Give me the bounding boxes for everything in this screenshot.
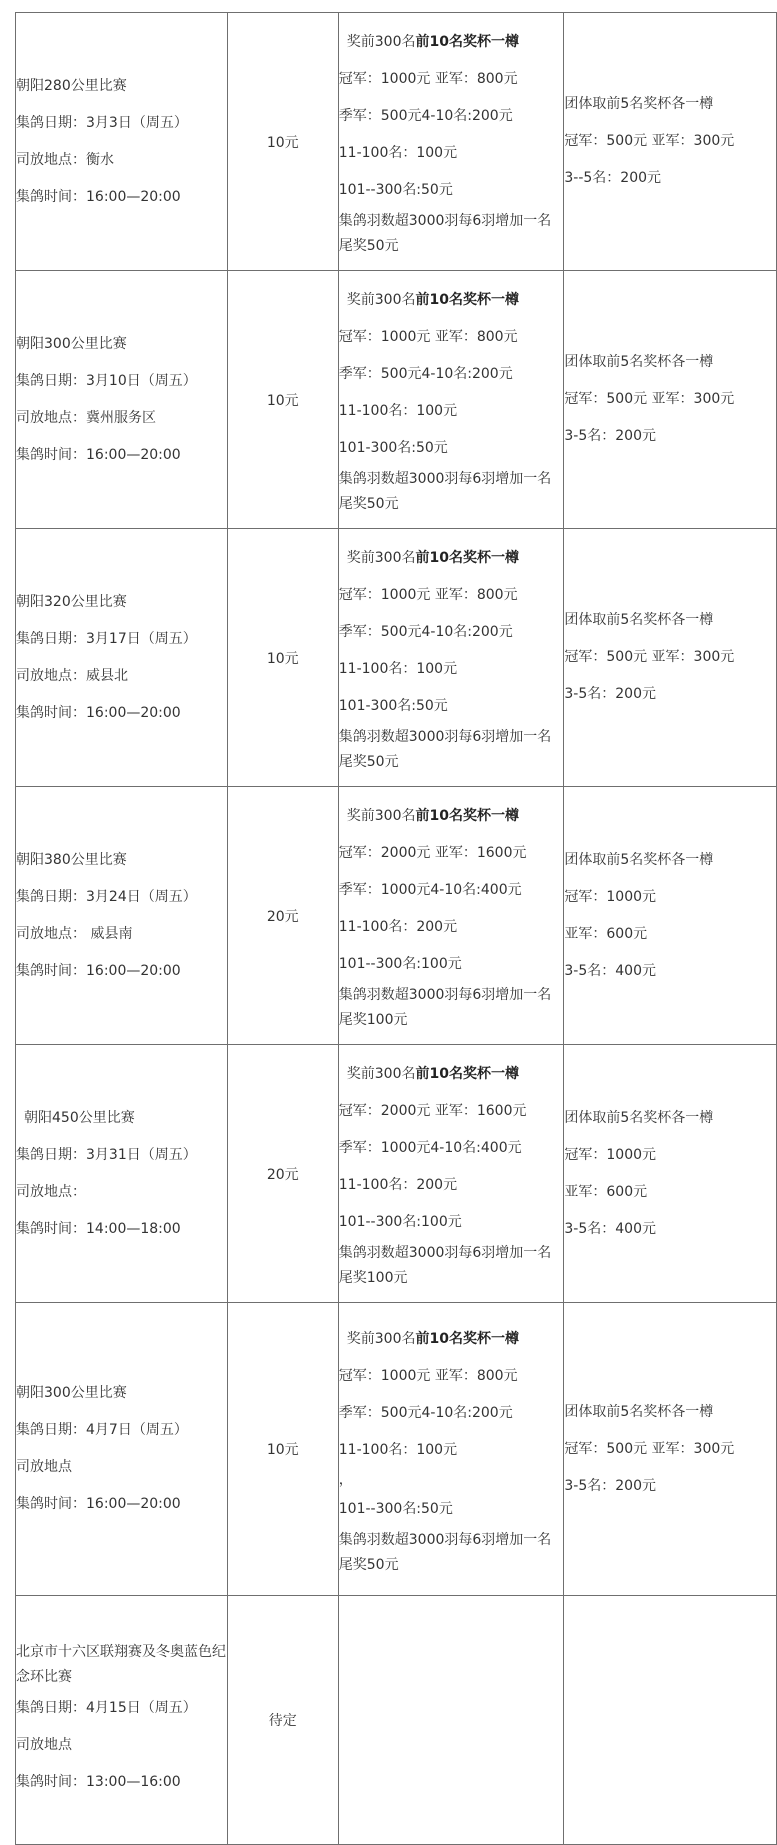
team-line: 冠军：1000元 <box>564 1146 657 1163</box>
prize-line: 季军：500元4-10名:200元 <box>338 366 513 382</box>
team-prize-cell <box>564 787 777 1045</box>
race-title: 朝阳280公里比赛 <box>16 77 127 94</box>
collection-date: 集鸽日期：3月17日（周五） <box>16 630 197 647</box>
prize-line: 11-100名：200元 <box>338 919 458 935</box>
table-row <box>16 1596 777 1845</box>
collection-date: 集鸽日期：3月24日（周五） <box>16 888 197 905</box>
race-info-cell <box>16 1303 228 1596</box>
team-line: 3--5名：200元 <box>564 170 662 186</box>
prize-cell <box>338 271 564 529</box>
prize-tail: 集鸽羽数超3000羽每6羽增加一名尾奖50元 <box>338 213 552 254</box>
prize-tail: 集鸽羽数超3000羽每6羽增加一名尾奖100元 <box>338 987 552 1028</box>
entry-fee: 20元 <box>227 787 338 1045</box>
race-title: 朝阳320公里比赛 <box>16 593 127 610</box>
prize-head: 奖前300名前10名奖杯一樽 <box>346 1330 519 1347</box>
prize-cell <box>338 529 564 787</box>
entry-fee: 待定 <box>227 1596 338 1845</box>
release-location: 司放地点 <box>16 1736 72 1753</box>
prize-line: 101-300名:50元 <box>338 698 448 714</box>
trophy-note: 前10名奖杯一樽 <box>415 1330 519 1347</box>
team-line: 冠军：500元 亚军：300元 <box>564 649 735 665</box>
race-schedule-table <box>15 12 777 1845</box>
table-row <box>16 1303 777 1596</box>
team-line: 冠军：500元 亚军：300元 <box>564 391 735 407</box>
prize-line: 11-100名：100元 <box>338 1441 458 1458</box>
race-title: 朝阳450公里比赛 <box>24 1109 135 1126</box>
prize-cell <box>338 787 564 1045</box>
prize-line: 冠军：2000元 亚军：1600元 <box>338 1103 527 1119</box>
team-prize-cell <box>564 271 777 529</box>
team-line: 亚军：600元 <box>564 1183 648 1200</box>
collection-date: 集鸽日期：3月10日（周五） <box>16 372 197 389</box>
prize-tail: 集鸽羽数超3000羽每6羽增加一名尾奖50元 <box>338 729 552 770</box>
team-line: 亚军：600元 <box>564 925 648 942</box>
prize-line: 冠军：1000元 亚军：800元 <box>338 329 518 345</box>
release-location: 司放地点： 威县南 <box>16 925 133 942</box>
race-title: 北京市十六区联翔赛及冬奥蓝色纪念环比赛 <box>16 1643 226 1685</box>
table-row <box>16 529 777 787</box>
prize-line: 11-100名：200元 <box>338 1177 458 1193</box>
prize-head: 奖前300名前10名奖杯一樽 <box>346 550 519 566</box>
race-title: 朝阳300公里比赛 <box>16 1385 127 1401</box>
prize-head: 奖前300名前10名奖杯一樽 <box>346 34 519 50</box>
prize-head: 奖前300名前10名奖杯一樽 <box>346 1066 519 1082</box>
prize-line: 11-100名：100元 <box>338 403 458 419</box>
entry-fee: 10元 <box>227 529 338 787</box>
team-prize-cell <box>564 529 777 787</box>
collection-time: 集鸽时间：16:00—20:00 <box>16 188 181 205</box>
race-info-cell <box>16 1045 228 1303</box>
race-info-cell <box>16 787 228 1045</box>
prize-cell <box>338 1303 564 1596</box>
table-row <box>16 271 777 529</box>
race-title: 朝阳300公里比赛 <box>16 335 127 352</box>
prize-line: 冠军：2000元 亚军：1600元 <box>338 845 527 861</box>
release-location: 司放地点：冀州服务区 <box>16 409 156 426</box>
trophy-note: 前10名奖杯一樽 <box>415 34 519 50</box>
release-location: 司放地点：威县北 <box>16 667 128 684</box>
race-title: 朝阳380公里比赛 <box>16 851 127 868</box>
prize-head: 奖前300名前10名奖杯一樽 <box>346 292 519 308</box>
release-location: 司放地点：衡水 <box>16 151 114 168</box>
entry-fee: 10元 <box>227 1303 338 1596</box>
team-line: 3-5名：400元 <box>564 962 656 979</box>
release-location: 司放地点 <box>16 1459 72 1475</box>
prize-line: 冠军：1000元 亚军：800元 <box>338 1367 518 1384</box>
prize-line: 101--300名:50元 <box>338 182 453 198</box>
team-line: 3-5名：400元 <box>564 1220 656 1237</box>
collection-date: 集鸽日期：4月15日（周五） <box>16 1699 197 1716</box>
team-line: 团体取前5名奖杯各一樽 <box>564 612 714 628</box>
entry-fee: 20元 <box>227 1045 338 1303</box>
prize-head: 奖前300名前10名奖杯一樽 <box>346 808 519 824</box>
prize-line: 季军：500元4-10名:200元 <box>338 1404 513 1421</box>
team-line: 冠军：1000元 <box>564 888 657 905</box>
collection-time: 集鸽时间：14:00—18:00 <box>16 1220 181 1237</box>
team-line: 团体取前5名奖杯各一樽 <box>564 354 714 370</box>
prize-line: 季军：1000元4-10名:400元 <box>338 882 522 898</box>
team-prize-cell <box>564 1303 777 1596</box>
race-info-cell <box>16 1596 228 1845</box>
team-line: 团体取前5名奖杯各一樽 <box>564 1403 714 1420</box>
prize-line: 11-100名：100元 <box>338 145 458 161</box>
trophy-note: 前10名奖杯一樽 <box>415 550 519 566</box>
collection-date: 集鸽日期：3月31日（周五） <box>16 1146 197 1163</box>
prize-line: 101--300名:50元 <box>338 1500 453 1517</box>
team-line: 3-5名：200元 <box>564 1477 656 1494</box>
entry-fee: 10元 <box>227 271 338 529</box>
team-line: 冠军：500元 亚军：300元 <box>564 1440 735 1457</box>
team-line: 团体取前5名奖杯各一樽 <box>564 96 714 112</box>
team-line: 3-5名：200元 <box>564 428 656 444</box>
team-line: 冠军：500元 亚军：300元 <box>564 133 735 149</box>
collection-date: 集鸽日期：3月3日（周五） <box>16 114 188 131</box>
collection-time: 集鸽时间：13:00—16:00 <box>16 1773 181 1790</box>
prize-line: 季军：1000元4-10名:400元 <box>338 1140 522 1156</box>
prize-cell <box>338 1045 564 1303</box>
table-row <box>16 787 777 1045</box>
team-line: 3-5名：200元 <box>564 686 656 702</box>
team-line: 团体取前5名奖杯各一樽 <box>564 851 714 868</box>
prize-cell <box>338 1596 564 1845</box>
team-prize-cell <box>564 1596 777 1845</box>
team-prize-cell <box>564 1045 777 1303</box>
race-info-cell <box>16 271 228 529</box>
table-row <box>16 1045 777 1303</box>
trophy-note: 前10名奖杯一樽 <box>415 292 519 308</box>
team-prize-cell <box>564 13 777 271</box>
release-location: 司放地点： <box>16 1183 86 1200</box>
race-info-cell <box>16 13 228 271</box>
collection-date: 集鸽日期：4月7日（周五） <box>16 1422 188 1438</box>
prize-line: 冠军：1000元 亚军：800元 <box>338 71 518 87</box>
prize-line: 季军：500元4-10名:200元 <box>338 108 513 124</box>
prize-tail: 集鸽羽数超3000羽每6羽增加一名尾奖50元 <box>338 471 552 512</box>
collection-time: 集鸽时间：16:00—20:00 <box>16 446 181 463</box>
prize-line: 季军：500元4-10名:200元 <box>338 624 513 640</box>
trophy-note: 前10名奖杯一樽 <box>415 808 519 824</box>
entry-fee: 10元 <box>227 13 338 271</box>
table-row <box>16 13 777 271</box>
prize-tail: 集鸽羽数超3000羽每6羽增加一名尾奖50元 <box>338 1531 552 1573</box>
prize-line: 11-100名：100元 <box>338 661 458 677</box>
team-line: 团体取前5名奖杯各一樽 <box>564 1109 714 1126</box>
collection-time: 集鸽时间：16:00—20:00 <box>16 962 181 979</box>
prize-line: ， <box>338 1471 353 1488</box>
race-info-cell <box>16 529 228 787</box>
prize-tail: 集鸽羽数超3000羽每6羽增加一名尾奖100元 <box>338 1245 552 1286</box>
prize-line: 101--300名:100元 <box>338 956 462 972</box>
prize-line: 101-300名:50元 <box>338 440 448 456</box>
collection-time: 集鸽时间：16:00—20:00 <box>16 704 181 721</box>
collection-time: 集鸽时间：16:00—20:00 <box>16 1496 181 1512</box>
trophy-note: 前10名奖杯一樽 <box>415 1066 519 1082</box>
prize-line: 101--300名:100元 <box>338 1214 462 1230</box>
prize-cell <box>338 13 564 271</box>
prize-line: 冠军：1000元 亚军：800元 <box>338 587 518 603</box>
